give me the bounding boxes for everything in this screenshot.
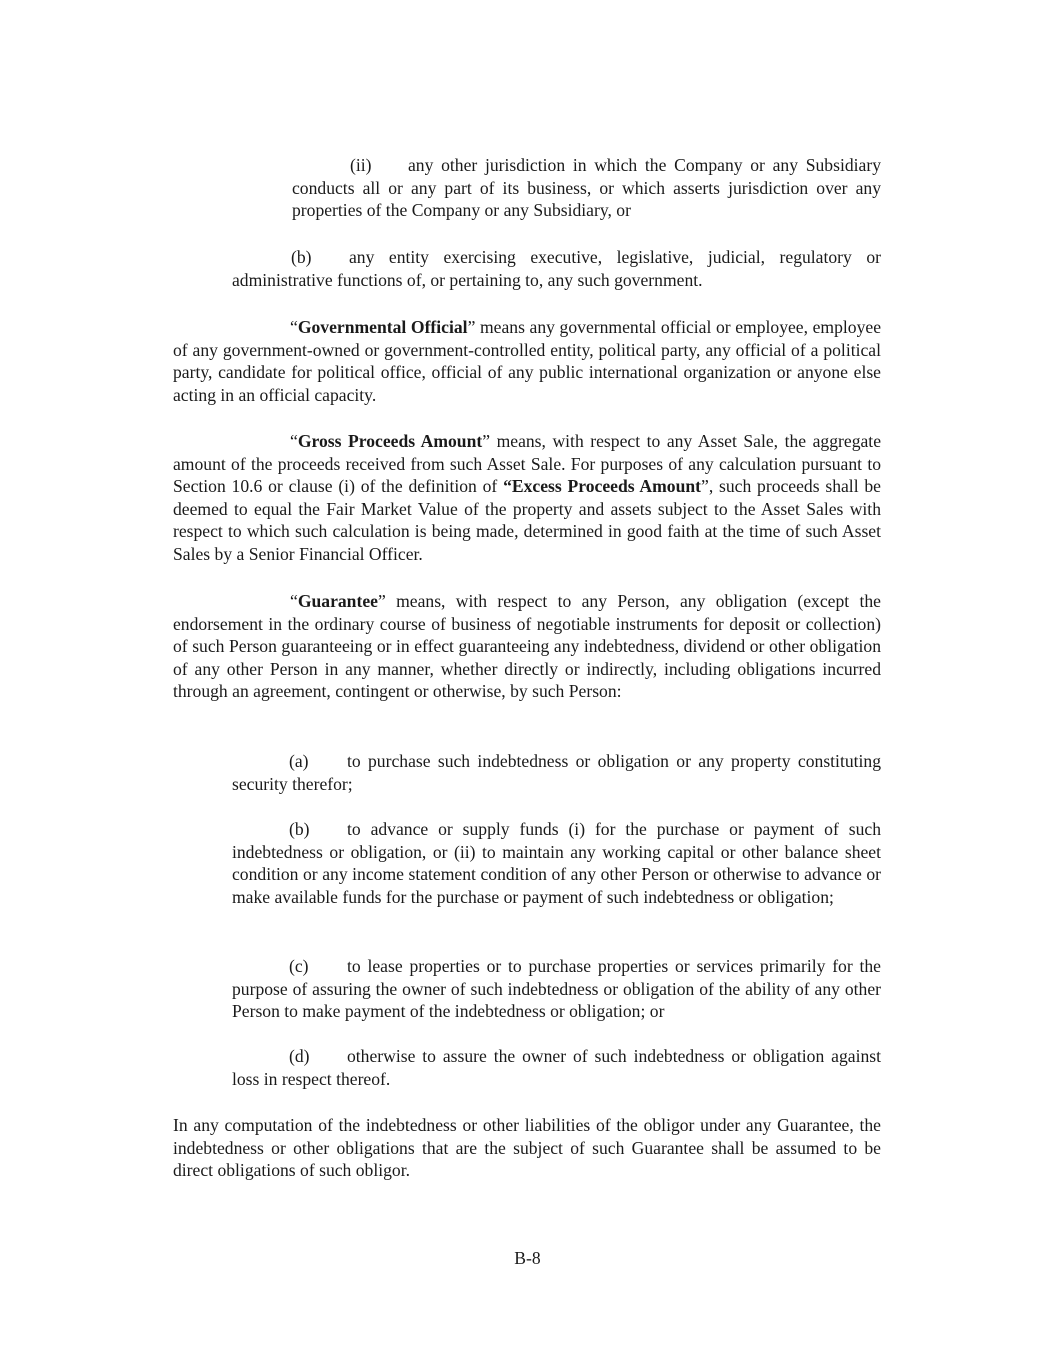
clause-label: (b) [291,247,312,267]
definition-text: means any governmental official or employee, employee of any government-owned or government-controlled entity, political party, any official of a political party, candidate for political office, official of any public international organization or anyone else acting in an official capacity. [173,317,882,405]
definition-gross-proceeds-amount [173,430,881,566]
defined-term: Governmental Official [297,317,468,337]
closing-paragraph [173,1114,881,1182]
clause-label: (a) [289,751,309,771]
definition-governmental-official [173,316,881,406]
clause-text: to advance or supply funds (i) for the purchase or payment of such indebtedness or obligation, or (ii) to maintain any working capital or other balance sheet condition or any income statement condition of any other Person or otherwise to advance or make available funds for the purchase or payment of such indebtedness or obligation; [232,819,881,907]
clause-label: (b) [289,819,310,839]
paragraph-clause-b-government [232,246,881,291]
definition-guarantee [173,590,881,703]
paragraph-subclause-ii [292,154,881,222]
close-quote: ” [377,591,386,611]
defined-term: Gross Proceeds Amount [297,431,483,451]
guarantee-clause-c [232,955,881,1023]
definition-text-2: ”, such proceeds shall be deemed to equal the Fair Market Value of the property and assets subject to the Asset Sales with respect to which such calculation is being made, determined in good faith at the time of such Asset Sales by a Senior Financial Officer. [173,476,881,564]
close-quote: ” [467,317,476,337]
open-quote: “ [290,431,298,451]
defined-term-cross-reference: “Excess Proceeds Amount [503,476,702,497]
guarantee-clause-b [232,818,881,908]
clause-text: to lease properties or to purchase properties or services primarily for the purpose of assuring the owner of such indebtedness or obligation of the ability of any other Person to make payment of the indebtedness or obligation; or [232,956,881,1022]
clause-label: (d) [289,1046,310,1066]
guarantee-clause-d [232,1045,881,1090]
subclause-label: (ii) [350,155,372,175]
open-quote: “ [290,591,298,611]
clause-text: to purchase such indebtedness or obligation or any property constituting security therefor; [232,751,881,794]
subclause-text: any other jurisdiction in which the Company or any Subsidiary conducts all or any part of its business, or which asserts jurisdiction over any properties of the Company or any Subsidiary, or [292,155,881,221]
clause-text: otherwise to assure the owner of such indebtedness or obligation against loss in respect thereof. [232,1046,881,1089]
clause-text: any entity exercising executive, legislative, judicial, regulatory or administrative functions of, or pertaining to, any such government. [232,247,881,290]
closing-text: In any computation of the indebtedness or other liabilities of the obligor under any Guarantee, the indebtedness or other obligations that are the subject of such Guarantee shall be assumed to be direct obligations of such obligor. [173,1115,881,1181]
close-quote: ” [482,431,491,451]
definition-text-1: means, with respect to any Asset Sale, the aggregate amount of the proceeds received from such Asset Sale. For purposes of any calculation pursuant to Section 10.6 or clause (i) of the definition of [173,431,881,497]
defined-term: Guarantee [297,591,378,611]
guarantee-clause-a [232,750,881,795]
open-quote: “ [290,317,298,337]
definition-text: means, with respect to any Person, any obligation (except the endorsement in the ordinary course of business of negotiable instruments for deposit or collection) of such Person guaranteeing or in effect guaranteeing any indebtedness, dividend or other obligation of any other Person in any manner, whether directly or indirectly, including obligations incurred through an agreement, contingent or otherwise, by such Person: [173,591,881,702]
clause-label: (c) [289,956,309,976]
page-number: B-8 [514,1248,541,1268]
